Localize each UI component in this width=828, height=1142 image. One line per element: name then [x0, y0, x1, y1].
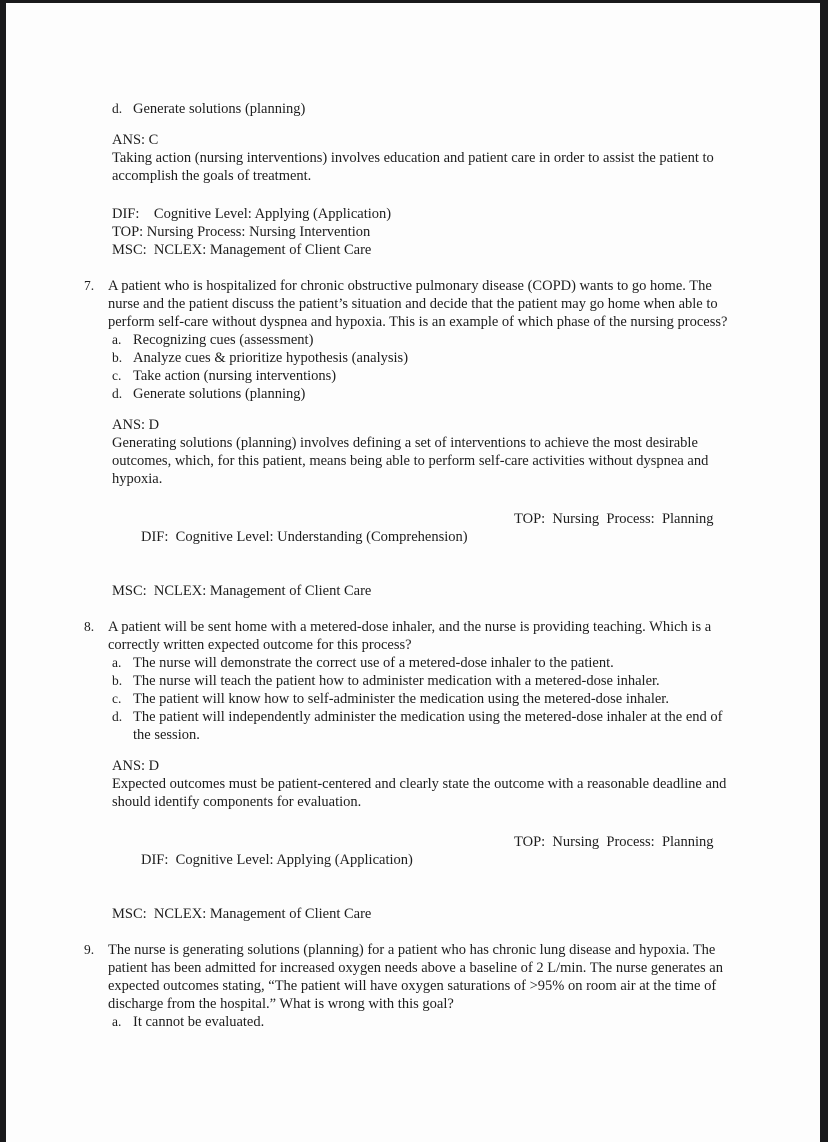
option-row: [112, 349, 746, 367]
option-letter: d.: [112, 709, 123, 724]
question-body: [108, 941, 746, 1031]
option-row: [112, 385, 746, 403]
option-row: [112, 672, 746, 690]
dif-line: DIF: Cognitive Level: Understanding (Comprehension): [141, 529, 468, 545]
answer-label: ANS: D: [112, 758, 160, 774]
option-row: [112, 708, 746, 744]
option-row: [112, 100, 746, 118]
question-7: [84, 277, 746, 403]
question-number: 7.: [84, 278, 95, 293]
answer-block: [112, 131, 752, 185]
rationale-text: Taking action (nursing interventions) involves education and patient care in order to assist the patient to accomplish the goals of treatment.: [112, 150, 714, 184]
msc-line: MSC: NCLEX: Management of Client Care: [112, 906, 372, 922]
option-letter: a.: [112, 655, 122, 670]
option-text: It cannot be evaluated.: [133, 1014, 265, 1030]
meta-block: [112, 833, 752, 923]
option-text: The nurse will demonstrate the correct use of a metered-dose inhaler to the patient.: [133, 655, 614, 671]
option-letter: c.: [112, 691, 122, 706]
option-text: The patient will independently administer the medication using the metered-dose inhaler at the end of the session.: [133, 709, 723, 743]
question-8: [84, 618, 746, 744]
option-row: [112, 690, 746, 708]
option-row: [112, 1013, 746, 1031]
option-letter: c.: [112, 368, 122, 383]
option-text: Generate solutions (planning): [133, 101, 306, 117]
msc-line: MSC: NCLEX: Management of Client Care: [112, 242, 372, 258]
answer-block: [112, 757, 752, 811]
meta-block: [112, 205, 752, 259]
option-text: Analyze cues & prioritize hypothesis (analysis): [133, 350, 409, 366]
page-content: [84, 100, 746, 1031]
rationale-text: Generating solutions (planning) involves defining a set of interventions to achieve the most desirable outcomes, which, for this patient, means being able to perform self-care activities without dyspnea and hypoxia.: [112, 435, 709, 487]
option-letter: b.: [112, 673, 123, 688]
option-text: The nurse will teach the patient how to administer medication with a metered-dose inhaler.: [133, 673, 660, 689]
top-line: TOP: Nursing Process: Planning: [514, 834, 714, 850]
question-number: 9.: [84, 942, 95, 957]
option-letter: d.: [112, 101, 123, 116]
top-line: TOP: Nursing Process: Planning: [514, 511, 714, 527]
question-9: [84, 941, 746, 1031]
option-text: Recognizing cues (assessment): [133, 332, 314, 348]
top-line: TOP: Nursing Process: Nursing Intervention: [112, 224, 371, 240]
option-text: Take action (nursing interventions): [133, 368, 337, 384]
option-letter: b.: [112, 350, 123, 365]
question-stem: A patient will be sent home with a metered-dose inhaler, and the nurse is providing teaching. Which is a correctly written expected outcome for this process?: [108, 619, 712, 653]
rationale-text: Expected outcomes must be patient-centered and clearly state the outcome with a reasonable deadline and should identify components for evaluation.: [112, 776, 727, 810]
question-stem: The nurse is generating solutions (planning) for a patient who has chronic lung disease and hypoxia. The patient has been admitted for increased oxygen needs above a baseline of 2 L/min. The nurse generates an expected outcomes stating, “The patient will have oxygen saturations of >95% on room air at the time of discharge from the hospital.” What is wrong with this goal?: [108, 942, 723, 1012]
question-body: [108, 277, 746, 403]
question-number: 8.: [84, 619, 95, 634]
dif-top-row: [112, 510, 752, 582]
dif-line: DIF: Cognitive Level: Applying (Application): [141, 852, 413, 868]
option-text: Generate solutions (planning): [133, 386, 306, 402]
option-row: [112, 367, 746, 385]
dif-top-row: [112, 833, 752, 905]
meta-block: [112, 510, 752, 600]
option-text: The patient will know how to self-administer the medication using the metered-dose inhaler.: [133, 691, 669, 707]
msc-line: MSC: NCLEX: Management of Client Care: [112, 583, 372, 599]
document-page: [6, 3, 820, 1142]
option-row: [112, 654, 746, 672]
dif-line: DIF: Cognitive Level: Applying (Application): [112, 206, 392, 222]
answer-label: ANS: C: [112, 132, 159, 148]
option-letter: a.: [112, 1014, 122, 1029]
question-stem: A patient who is hospitalized for chronic obstructive pulmonary disease (COPD) wants to go home. The nurse and the patient discuss the patient’s situation and decide that the patient may go home when able to perform self-care without dyspnea and hypoxia. This is an example of which phase of the nursing process?: [108, 278, 728, 330]
answer-label: ANS: D: [112, 417, 160, 433]
option-row: [112, 331, 746, 349]
question-body: [108, 618, 746, 744]
option-letter: d.: [112, 386, 123, 401]
option-letter: a.: [112, 332, 122, 347]
answer-block: [112, 416, 752, 488]
